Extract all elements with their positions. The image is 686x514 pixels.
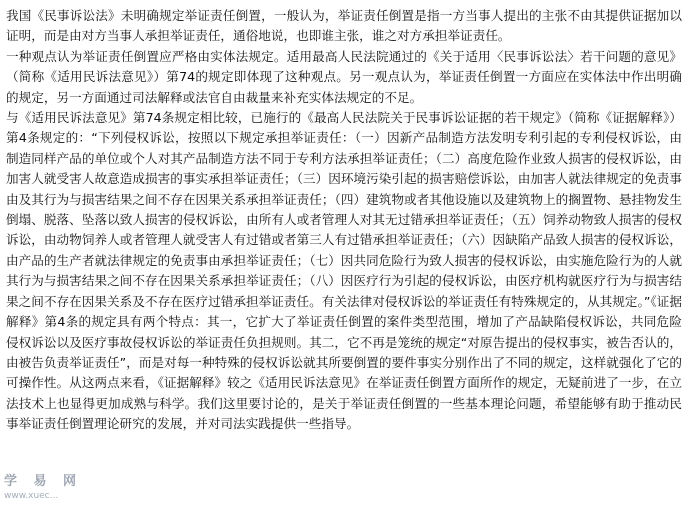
paragraph-1: 我国《民事诉讼法》未明确规定举证责任倒置，一般认为，举证责任倒置是指一方当事人提出的主张不由其提供证据加以证明，而是由对方当事人承担举证责任，通俗地说，也即谁主张，谁之对方承担举证责任。 [6,8,682,44]
site-watermark-logo: 学 易 网 www.xuec... [4,474,83,501]
document-body [6,6,682,512]
paragraph-2: 一种观点认为举证责任倒置应严格由实体法规定。适用最高人民法院通过的《关于适用〈民事诉讼法〉若干问题的意见》（简称《适用民诉法意见》）第74的规定即体现了这种观点。另一观点认为，举证责任倒置一方面应在实体法中作出明确的规定，另一方面通过司法解释或法官自由裁量来补充实体法规定的不足。 [6,48,682,105]
paragraph-3: 与《适用民诉法意见》第74条规定相比较，已施行的《最高人民法院关于民事诉讼证据的若干规定》（简称《证据解释》）第4条规定的：“下列侵权诉讼，按照以下规定承担举证责任：（一）因新产品制造方法发明专利引起的专利侵权诉讼，由制造同样产品的单位或个人对其产品制造方法不同于专利方法承担举证责任；（二）高度危险作业致人损害的侵权诉讼，由加害人就受害人故意造成损害的事实承担举证责任；（三）因环境污染引起的损害赔偿诉讼，由加害人就法律规定的免责事由及其行为与损害结果之间不存在因果关系承担举证责任；（四）建筑物或者其他设施以及建筑物上的搁置物、悬挂物发生倒塌、脱落、坠落以致人损害的侵权诉讼，由所有人或者管理人对其无过错承担举证责任；（五）饲养动物致人损害的侵权诉讼，由动物饲养人或者管理人就受害人有过错或者第三人有过错承担举证责任；（六）因缺陷产品致人损害的侵权诉讼，由产品的生产者就法律规定的免责事由承担举证责任；（七）因共同危险行为致人损害的侵权诉讼，由实施危险行为的人就其行为与损害结果之间不存在因果关系承担举证责任；（八）因医疗行为引起的侵权诉讼，由医疗机构就医疗行为与损害结果之间不存在因果关系及不存在医疗过错承担举证责任。有关法律对侵权诉讼的举证责任有特殊规定的，从其规定。”《证据解释》第4条的规定具有两个特点：其一，它扩大了举证责任倒置的案件类型范围，增加了产品缺陷侵权诉讼，共同危险侵权诉讼以及医疗事故侵权诉讼的举证责任负担规则。其二，它不再是笼统的规定“对原告提出的侵权事实，被告否认的，由被告负责举证责任”，而是对每一种特殊的侵权诉讼就其所要倒置的要件事实分别作出了不同的规定，这样就强化了它的可操作性。从这两点来看，《证据解释》较之《适用民诉法意见》在举证责任倒置方面所作的规定，无疑前进了一步，在立法技术上也显得更加成熟与科学。我们这里要讨论的，是关于举证责任倒置的一些基本理论问题，希望能够有助于推动民事举证责任倒置理论研究的发展，并对司法实践提供一些指导。 [6,110,682,432]
